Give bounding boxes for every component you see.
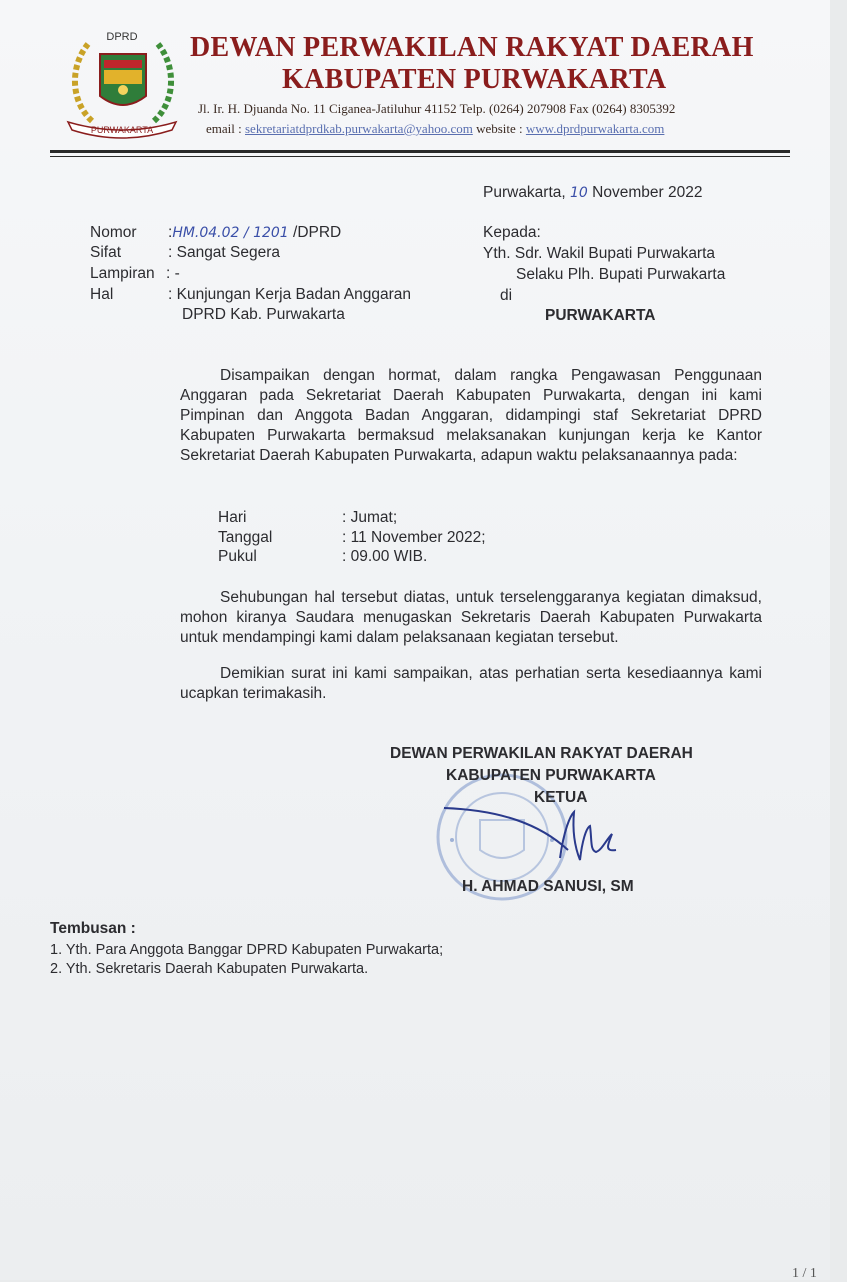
sifat-value: : Sangat Segera bbox=[168, 244, 281, 261]
recipient-line-2: Selaku Plh. Bupati Purwakarta bbox=[516, 266, 726, 283]
email-label: email : bbox=[206, 121, 242, 136]
date-month-year: November 2022 bbox=[592, 184, 703, 201]
nomor-suffix: /DPRD bbox=[293, 224, 342, 241]
website-label: website : bbox=[476, 121, 523, 136]
signature-name: H. AHMAD SANUSI, SM bbox=[462, 878, 634, 895]
schedule-value-tanggal: : 11 November 2022; bbox=[342, 529, 486, 546]
recipient-kepada: Kepada: bbox=[483, 224, 541, 241]
recipient-line-1: Yth. Sdr. Wakil Bupati Purwakarta bbox=[483, 245, 716, 262]
schedule-value-hari: : Jumat; bbox=[342, 509, 398, 526]
dprd-logo-icon bbox=[62, 26, 182, 141]
signature-org-1: DEWAN PERWAKILAN RAKYAT DAERAH bbox=[390, 745, 693, 762]
cc-item-2: 2. Yth. Sekretaris Daerah Kabupaten Purwakarta. bbox=[50, 961, 369, 977]
hal-value-1: : Kunjungan Kerja Badan Anggaran bbox=[168, 286, 412, 303]
body-paragraph-3: Demikian surat ini kami sampaikan, atas perhatian serta kesediaannya kami ucapkan terimakasih. bbox=[180, 665, 762, 702]
logo-text-top: DPRD bbox=[106, 31, 138, 43]
signature-role: KETUA bbox=[534, 789, 588, 806]
schedule-label-tanggal: Tanggal bbox=[218, 529, 273, 546]
date-city: Purwakarta, bbox=[483, 184, 566, 201]
body-paragraph-1: Disampaikan dengan hormat, dalam rangka Pengawasan Penggunaan Anggaran pada Sekretariat Daerah Kabupaten Purwakarta, dengan ini kami Pimpinan dan Anggota Badan Anggaran, didampingi staf Sekretariat DPRD Kabupaten Purwakarta bermaksud melaksanakan kunjungan kerja ke Kantor Sekretariat Daerah Kabupaten Purwakarta, adapun waktu pelaksanaannya pada: bbox=[180, 367, 762, 464]
lampiran-label: Lampiran bbox=[90, 265, 155, 282]
letter-date bbox=[483, 184, 702, 202]
signature-org-2: KABUPATEN PURWAKARTA bbox=[446, 767, 656, 784]
letterhead-rule-thick bbox=[50, 150, 790, 153]
recipient-line-3: di bbox=[500, 287, 513, 304]
date-day-handwritten: 10 bbox=[570, 185, 588, 201]
hal-value-2: DPRD Kab. Purwakarta bbox=[182, 306, 345, 323]
nomor-sep: : bbox=[168, 224, 173, 241]
lampiran-value: : - bbox=[166, 265, 180, 282]
logo-text-bottom: PURWAKARTA bbox=[90, 125, 154, 135]
page-indicator: 1 / 1 bbox=[792, 1266, 817, 1281]
schedule-label-hari: Hari bbox=[218, 509, 247, 526]
body-paragraph-2: Sehubungan hal tersebut diatas, untuk terselenggaranya kegiatan dimaksud, mohon kiranya Saudara menugaskan Sekretaris Daerah Kabupaten Purwakarta untuk mendampingi kami dalam pelaksanaan kegiatan tersebut. bbox=[180, 589, 762, 646]
cc-item-1: 1. Yth. Para Anggota Banggar DPRD Kabupaten Purwakarta; bbox=[50, 942, 444, 958]
schedule-value-pukul: : 09.00 WIB. bbox=[342, 548, 428, 565]
letterhead-title-1: DEWAN PERWAKILAN RAKYAT DAERAH bbox=[190, 32, 754, 63]
nomor-value bbox=[168, 224, 341, 242]
schedule-label-pukul: Pukul bbox=[218, 548, 257, 565]
website-link[interactable]: www.dprdpurwakarta.com bbox=[525, 121, 665, 136]
letterhead-address: Jl. Ir. H. Djuanda No. 11 Ciganea-Jatiluhur 41152 Telp. (0264) 207908 Fax (0264) 8305392 bbox=[198, 101, 676, 116]
cc-title: Tembusan : bbox=[50, 920, 136, 937]
hal-label: Hal bbox=[90, 286, 114, 303]
recipient-city: PURWAKARTA bbox=[545, 307, 656, 324]
letterhead-title-2: KABUPATEN PURWAKARTA bbox=[282, 64, 667, 95]
nomor-handwritten: HM.04.02 / 1201 bbox=[172, 225, 289, 241]
letterhead-contact bbox=[206, 121, 664, 137]
letterhead-rule-thin bbox=[50, 156, 790, 157]
sifat-label: Sifat bbox=[90, 244, 122, 261]
nomor-label: Nomor bbox=[90, 224, 137, 241]
email-link[interactable]: sekretariatdprdkab.purwakarta@yahoo.com bbox=[245, 121, 473, 136]
